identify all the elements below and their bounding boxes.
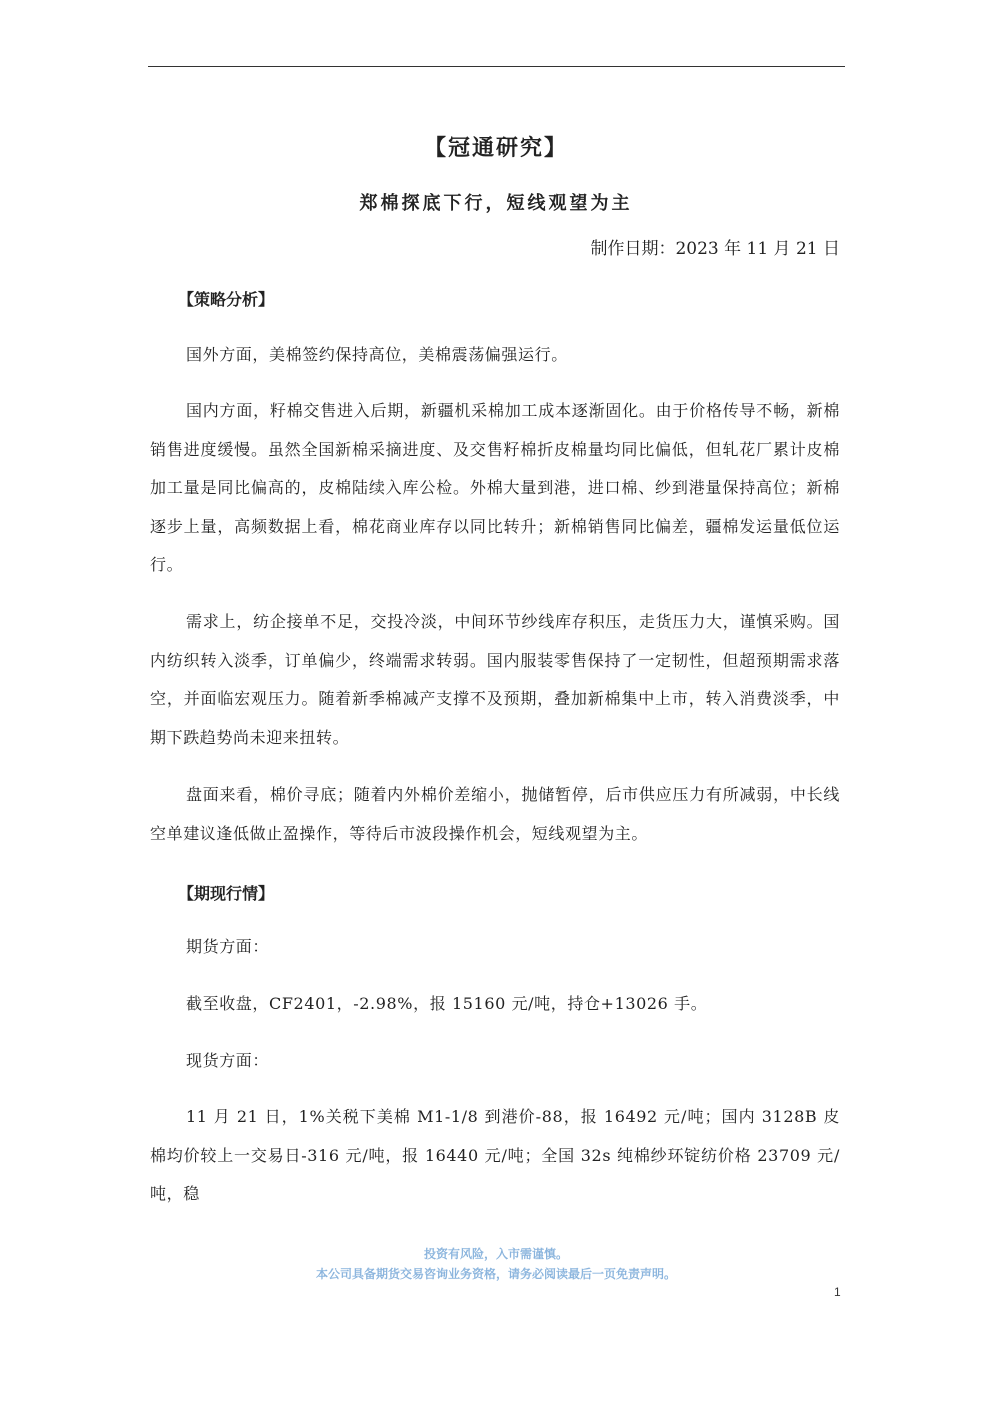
- footer-disclaimer: 本公司具备期货交易咨询业务资格，请务必阅读最后一页免责声明。: [315, 1267, 676, 1281]
- spot-label: 现货方面：: [186, 1051, 270, 1070]
- section-heading-market: 【期现行情】: [178, 884, 275, 903]
- footer-risk-warning: 投资有风险，入市需谨慎。: [423, 1247, 568, 1261]
- report-title: 郑棉探底下行，短线观望为主: [359, 193, 633, 214]
- paragraph-overseas: 国外方面，美棉签约保持高位，美棉震荡偏强运行。: [186, 345, 568, 364]
- header-rule: [148, 66, 845, 67]
- page-number: 1: [834, 1285, 841, 1299]
- paragraph-domestic: 国内方面，籽棉交售进入后期，新疆机采棉加工成本逐渐固化。由于价格传导不畅，新棉销售进度缓慢。虽然全国新棉采摘进度、及交售籽棉折皮棉量均同比偏低，但轧花厂累计皮棉加工量是同比偏高的，皮棉陆续入库公检。外棉大量到港，进口棉、纱到港量保持高位；新棉逐步上量，高频数据上看，棉花商业库存以同比转升；新棉销售同比偏差，疆棉发运量低位运行。: [150, 401, 840, 574]
- section-heading-strategy: 【策略分析】: [178, 290, 275, 309]
- report-date: 制作日期：2023 年 11 月 21 日: [590, 239, 840, 259]
- futures-text: 截至收盘，CF2401，-2.98%，报 15160 元/吨，持仓+13026 手。: [186, 994, 708, 1013]
- paragraph-market-view: 盘面来看，棉价寻底；随着内外棉价差缩小，抛储暂停，后市供应压力有所减弱，中长线空单建议逢低做止盈操作，等待后市波段操作机会，短线观望为主。: [150, 785, 840, 843]
- paragraph-demand: 需求上，纺企接单不足，交投冷淡，中间环节纱线库存积压，走货压力大，谨慎采购。国内纺织转入淡季，订单偏少，终端需求转弱。国内服装零售保持了一定韧性，但超预期需求落空，并面临宏观压力。随着新季棉减产支撑不及预期，叠加新棉集中上市，转入消费淡季，中期下跌趋势尚未迎来扭转。: [150, 612, 840, 747]
- spot-text: 11 月 21 日，1%关税下美棉 M1-1/8 到港价-88，报 16492 元/吨；国内 3128B 皮棉均价较上一交易日-316 元/吨，报 16440 元/吨；全国 32s 纯棉纱环锭纺价格 23709 元/吨，稳: [150, 1107, 840, 1203]
- brand-title: 【冠通研究】: [423, 135, 568, 161]
- futures-label: 期货方面：: [186, 937, 270, 956]
